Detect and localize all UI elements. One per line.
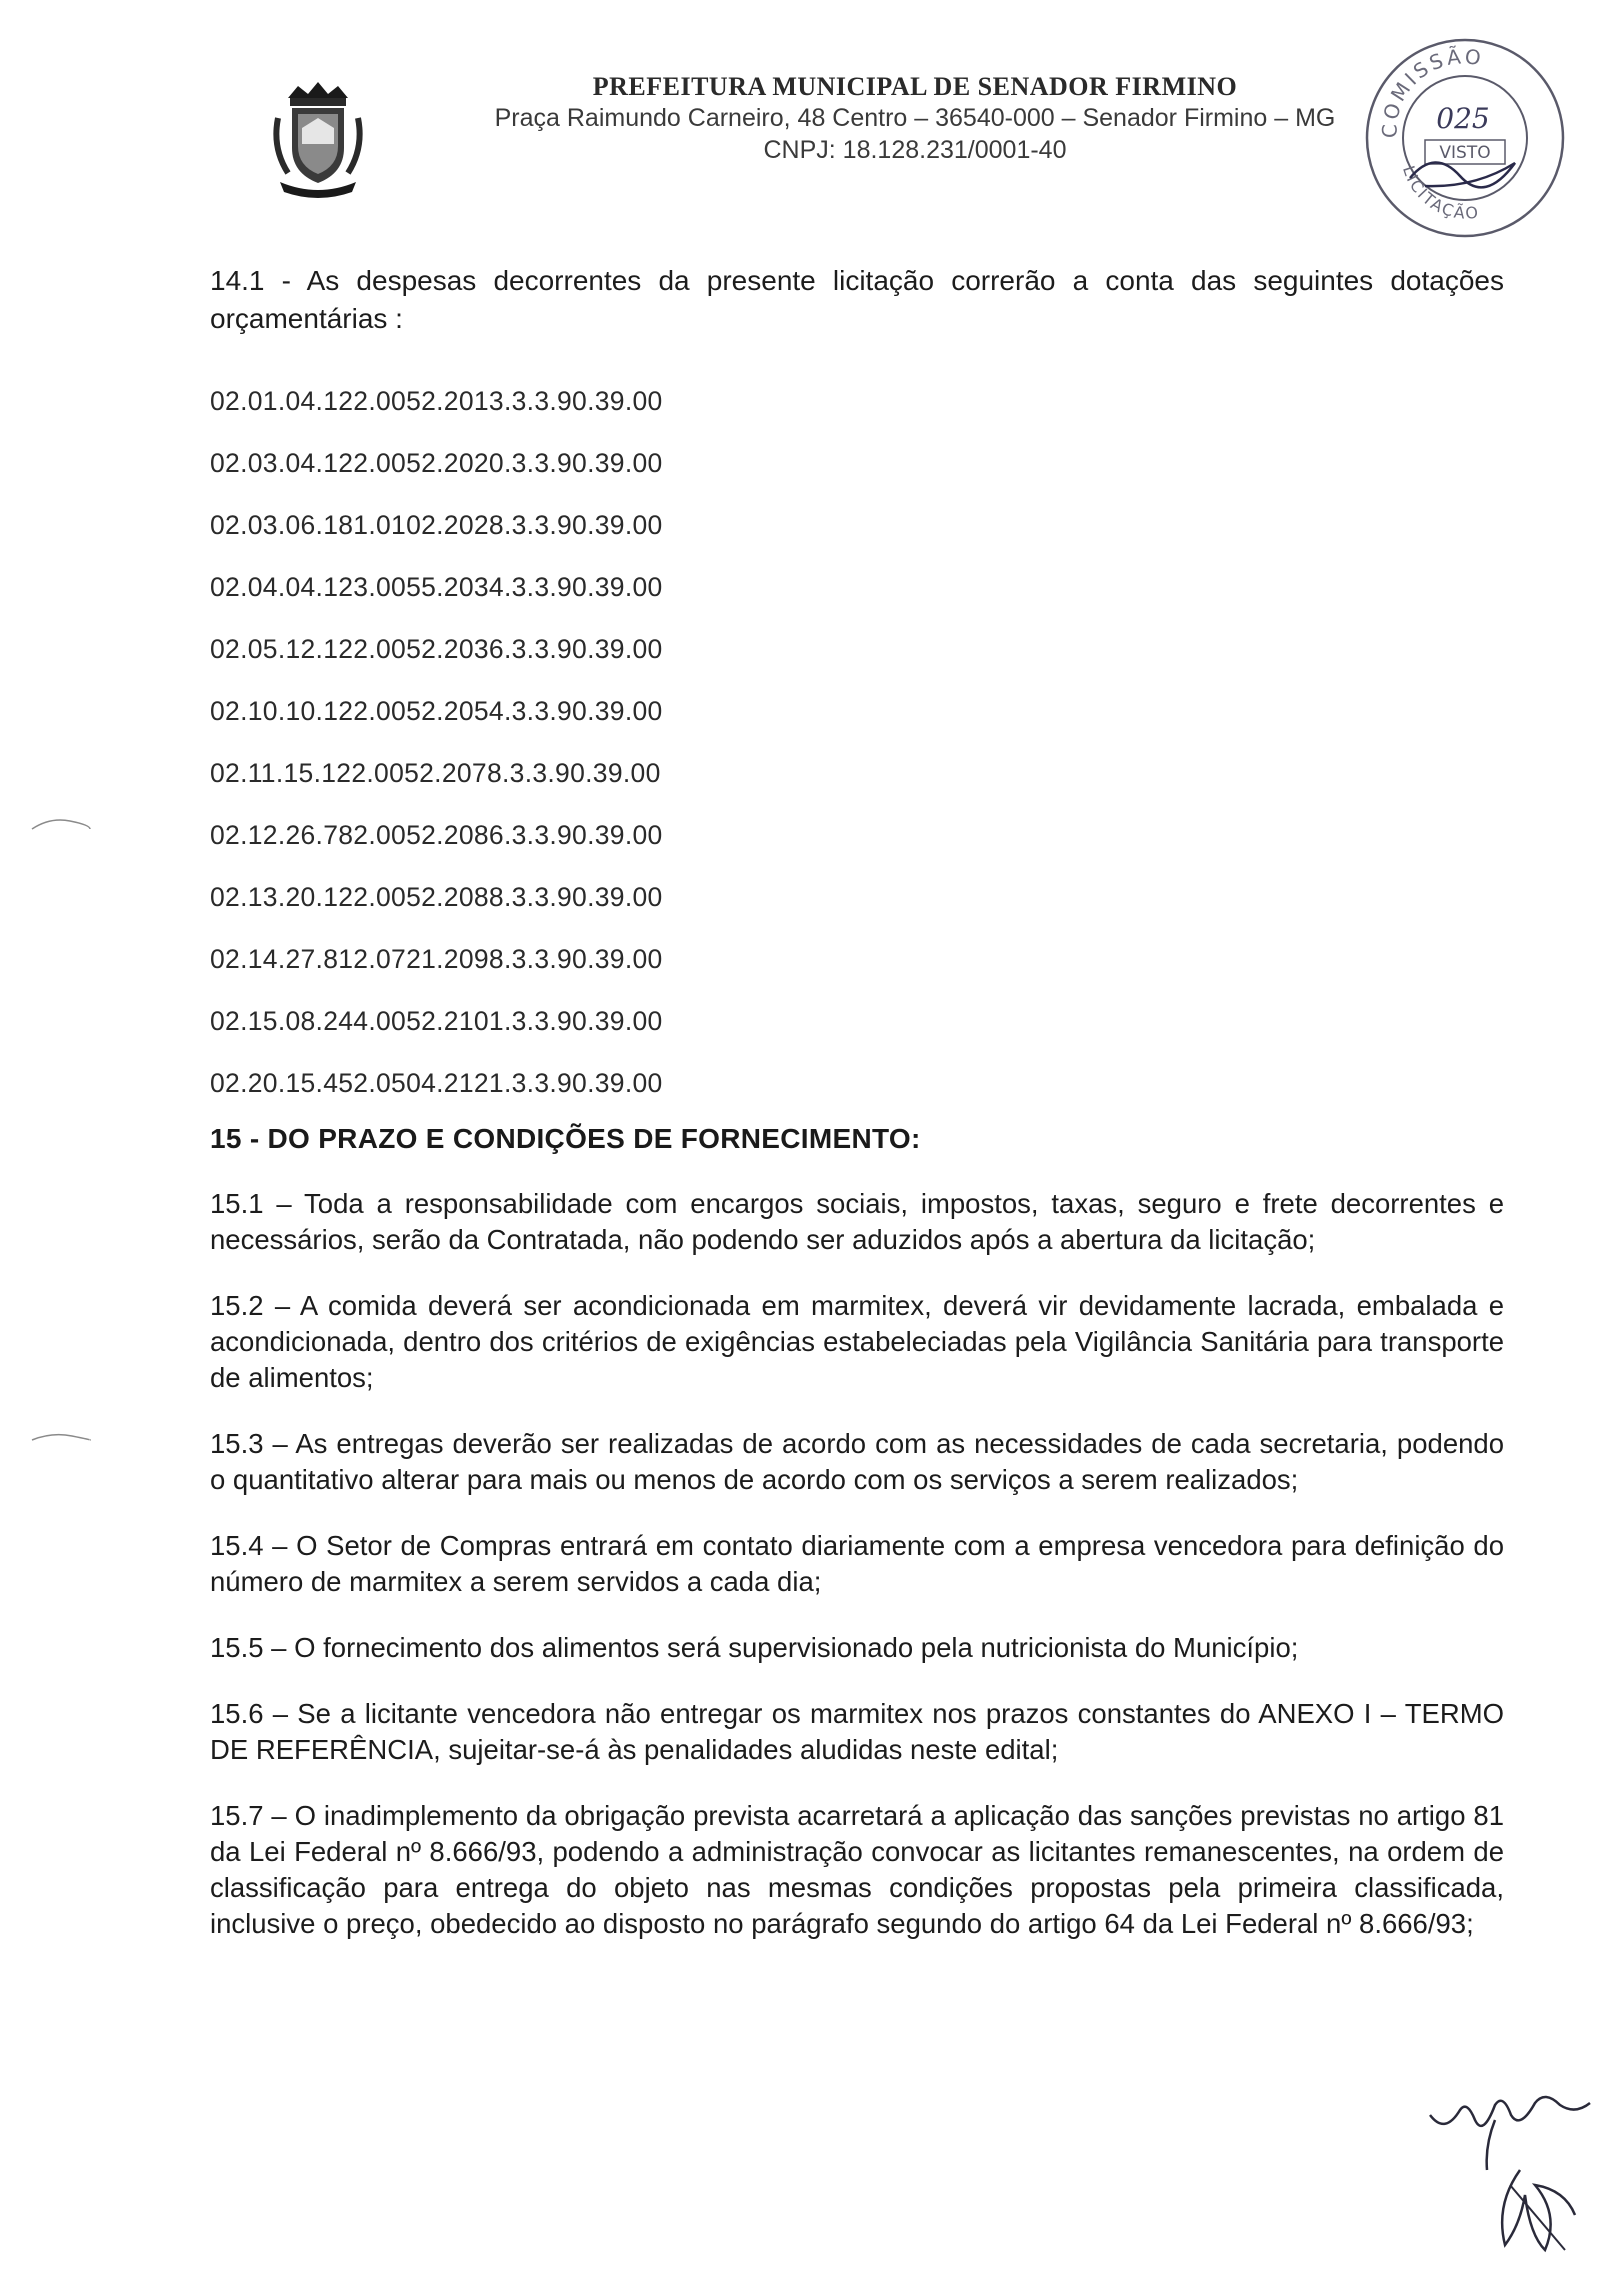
clause-15-1: 15.1 – Toda a responsabilidade com encargos sociais, impostos, taxas, seguro e frete decorrentes e necessários, serão da Contratada, não podendo ser aduzidos após a abertura da licitação; bbox=[210, 1188, 1504, 1255]
budget-code: 02.11.15.122.0052.2078.3.3.90.39.00 bbox=[210, 758, 661, 788]
document-body bbox=[210, 262, 1504, 1942]
budget-code: 02.03.04.122.0052.2020.3.3.90.39.00 bbox=[210, 448, 663, 478]
budget-code: 02.15.08.244.0052.2101.3.3.90.39.00 bbox=[210, 1006, 663, 1036]
clause-15-7: 15.7 – O inadimplemento da obrigação prevista acarretará a aplicação das sanções previstas no artigo 81 da Lei Federal nº 8.666/93, podendo a administração convocar as licitantes remanescentes, na ordem de classificação para entrega do objeto nas mesmas condições propostas pela primeira classificada, inclusive o preço, obedecido ao disposto no parágrafo segundo do artigo 64 da Lei Federal nº 8.666/93; bbox=[210, 1800, 1504, 1939]
letterhead bbox=[420, 72, 1410, 166]
section-15-title: 15 - DO PRAZO E CONDIÇÕES DE FORNECIMENTO: bbox=[210, 1123, 921, 1154]
stamp-bottom-text: LICITAÇÃO bbox=[1398, 163, 1481, 223]
budget-code: 02.10.10.122.0052.2054.3.3.90.39.00 bbox=[210, 696, 663, 726]
budget-code: 02.04.04.123.0055.2034.3.3.90.39.00 bbox=[210, 572, 663, 602]
budget-code: 02.14.27.812.0721.2098.3.3.90.39.00 bbox=[210, 944, 663, 974]
budget-code: 02.13.20.122.0052.2088.3.3.90.39.00 bbox=[210, 882, 663, 912]
budget-code: 02.03.06.181.0102.2028.3.3.90.39.00 bbox=[210, 510, 663, 540]
budget-code: 02.01.04.122.0052.2013.3.3.90.39.00 bbox=[210, 386, 663, 416]
stamp-visto: VISTO bbox=[1439, 143, 1491, 163]
scan-margin-mark bbox=[30, 1428, 92, 1444]
clause-15-5: 15.5 – O fornecimento dos alimentos será supervisionado pela nutricionista do Município; bbox=[210, 1632, 1299, 1663]
handwritten-signature bbox=[1425, 2075, 1595, 2265]
municipal-crest-icon bbox=[268, 78, 368, 198]
clause-15-3: 15.3 – As entregas deverão ser realizadas de acordo com as necessidades de cada secretaria, podendo o quantitativo alterar para mais ou menos de acordo com os serviços a serem realizados; bbox=[210, 1428, 1504, 1495]
scan-margin-mark bbox=[30, 815, 92, 831]
prefeitura-title: PREFEITURA MUNICIPAL DE SENADOR FIRMINO bbox=[592, 72, 1238, 101]
svg-text:LICITAÇÃO bbox=[1399, 163, 1481, 223]
stamp-top-text: COMISSÃO bbox=[1377, 44, 1486, 139]
budget-code-list bbox=[210, 370, 1504, 1114]
budget-code: 02.20.15.452.0504.2121.3.3.90.39.00 bbox=[210, 1068, 663, 1098]
clause-15-2: 15.2 – A comida deverá ser acondicionada em marmitex, deverá vir devidamente lacrada, embalada e acondicionada, dentro dos critérios de exigências estabeleciadas pela Vigilância Sanitária para transporte de alimentos; bbox=[210, 1290, 1504, 1393]
stamp-number: 025 bbox=[1436, 102, 1490, 135]
clause-14-1: 14.1 - As despesas decorrentes da presente licitação correrão a conta das seguintes dotações orçamentárias : bbox=[210, 265, 1504, 334]
prefeitura-cnpj: CNPJ: 18.128.231/0001-40 bbox=[763, 136, 1067, 164]
budget-code: 02.12.26.782.0052.2086.3.3.90.39.00 bbox=[210, 820, 663, 850]
budget-code: 02.05.12.122.0052.2036.3.3.90.39.00 bbox=[210, 634, 663, 664]
clause-15-6: 15.6 – Se a licitante vencedora não entregar os marmitex nos prazos constantes do ANEXO I – TERMO DE REFERÊNCIA, sujeitar-se-á às penalidades aludidas neste edital; bbox=[210, 1698, 1504, 1765]
prefeitura-address: Praça Raimundo Carneiro, 48 Centro – 36540-000 – Senador Firmino – MG bbox=[494, 104, 1336, 132]
clause-15-4: 15.4 – O Setor de Compras entrará em contato diariamente com a empresa vencedora para definição do número de marmitex a serem servidos a cada dia; bbox=[210, 1530, 1504, 1597]
commission-stamp bbox=[1355, 28, 1570, 243]
